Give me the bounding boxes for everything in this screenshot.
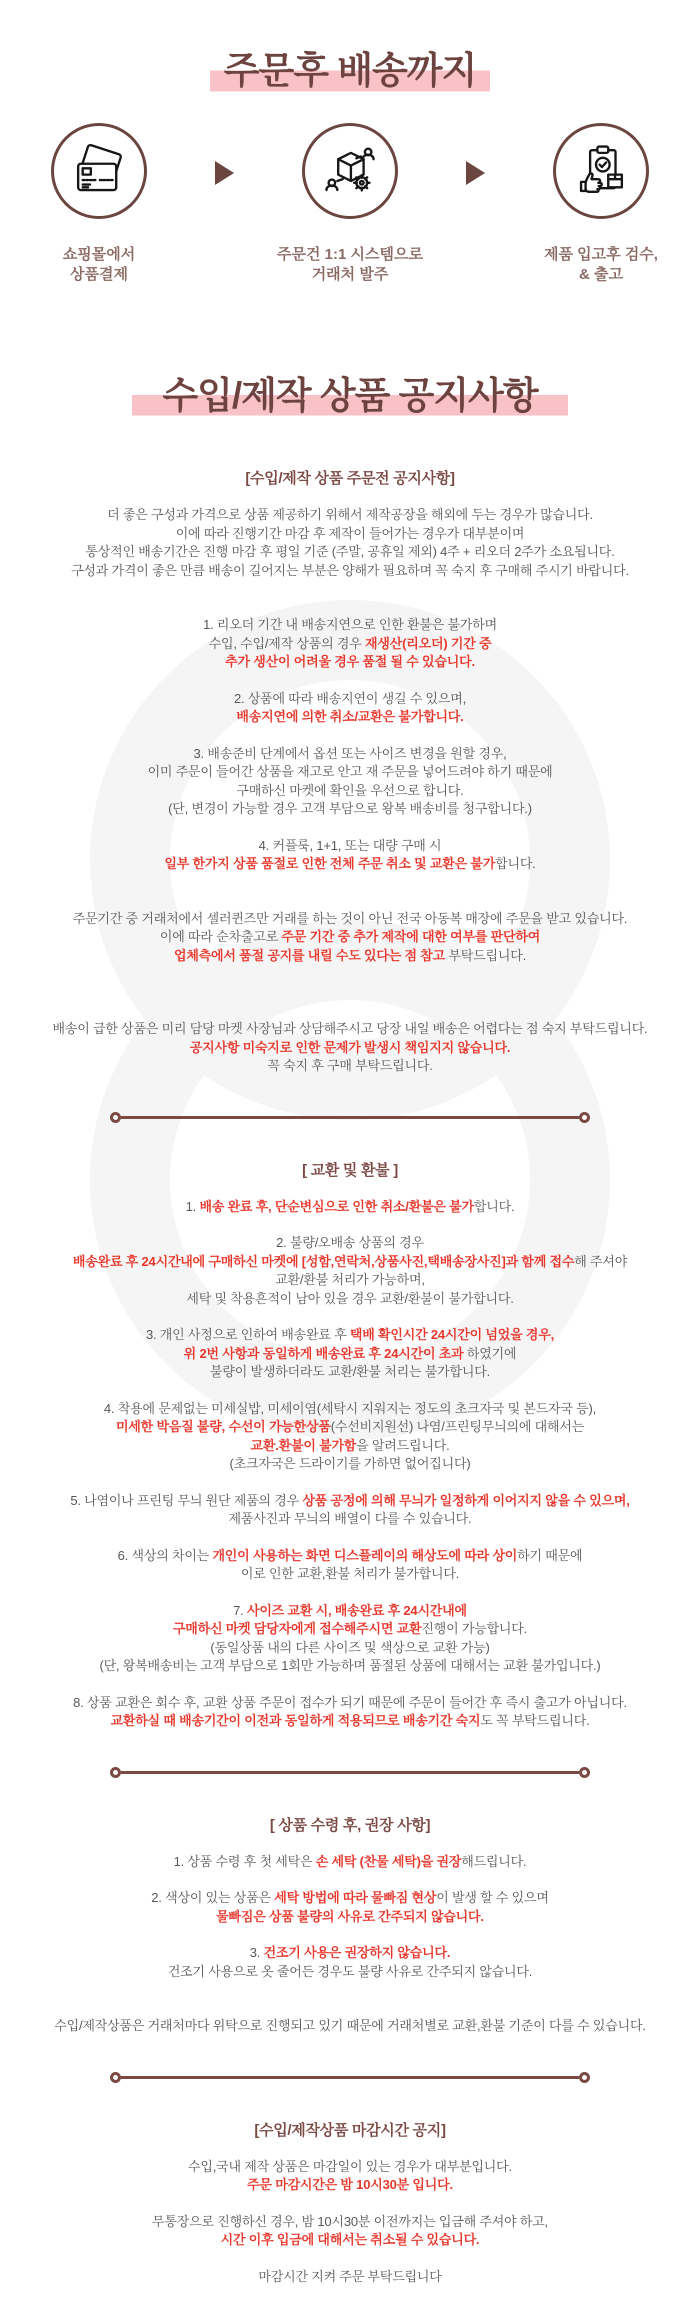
text-segment: 이 발생 할 수 있으며: [436, 1890, 549, 1906]
notice-line: [0, 1963, 700, 1982]
notice-line: [0, 2213, 700, 2232]
text-segment: 부탁드립니다.: [445, 947, 527, 963]
notice-line: [0, 562, 700, 581]
notice-line: [0, 1290, 700, 1309]
text-segment: 4. 착용에 문제없는 미세실밥, 미세이염(세탁시 지워지는 정도의 초크자국 및 본드자국 등),: [103, 1400, 597, 1416]
text-segment: 3. 개인 사정으로 인하여 배송완료 후: [145, 1327, 350, 1343]
text-segment: 3.: [249, 1945, 264, 1961]
text-segment: 해드립니다.: [461, 1853, 527, 1869]
notice-line: [0, 1602, 700, 1621]
process-steps: [0, 123, 700, 287]
text-segment: 주문기간 중 거래처에서 셀러퀸즈만 거래를 하는 것이 아닌 전국 아동복 매장에 주문을 받고 있습니다.: [72, 910, 628, 926]
text-segment: 꼭 숙지 후 구매 부탁드립니다.: [267, 1058, 433, 1074]
notice-line: [0, 1198, 700, 1217]
text-segment: 건조기 사용은 권장하지 않습니다.: [263, 1945, 451, 1961]
notice-block: [0, 467, 700, 1076]
block-title: [수입/제작상품 마감시간 공지]: [254, 2121, 446, 2139]
text-segment: 을 알려드립니다.: [356, 1437, 450, 1453]
notice-line: [0, 947, 700, 966]
notice-line: [0, 1363, 700, 1382]
notice-line: [0, 910, 700, 929]
process-step: [260, 123, 440, 287]
notice-paragraph: [0, 1492, 700, 1529]
notice-line: [0, 653, 700, 672]
text-segment: 추가 생산이 어려울 경우 품절 될 수 있습니다.: [225, 654, 475, 670]
text-segment: 업체측에서 품절 공지를 내릴 수도 있다는 점 참고: [173, 947, 446, 963]
text-segment: 이미 주문이 들어간 상품을 재고로 안고 재 주문을 넣어드려야 하기 때문에: [147, 764, 553, 780]
divider-dot: [110, 1767, 121, 1778]
divider-line: [121, 1116, 579, 1119]
text-segment: 배송이 급한 상품은 미리 담당 마켓 사장님과 상담해주시고 당장 내일 배송은 어렵다는 점 숙지 부탁드립니다.: [52, 1021, 648, 1037]
notice-line: [0, 1039, 700, 1058]
text-segment: 상품 공정에 의해 무늬가 일정하게 이어지지 않을 수 있으며,: [302, 1492, 630, 1508]
notice-line: [0, 1712, 700, 1731]
notice-line: [0, 1908, 700, 1927]
text-segment: 더 좋은 구성과 가격으로 상품 제공하기 위해서 제작공장을 해외에 두는 경우가 많습니다.: [107, 507, 593, 523]
text-segment: 이로 인한 교환,환불 처리가 불가합니다.: [240, 1566, 460, 1582]
text-segment: 불량이 발생하더라도 교환/환불 처리는 불가합니다.: [210, 1364, 490, 1380]
text-segment: 교환하실 때 배송기간이 이전과 동일하게 적용되므로 배송기간 숙지: [110, 1713, 481, 1729]
notice-paragraph: [0, 1547, 700, 1584]
notice-paragraph: [0, 1400, 700, 1474]
order-system-icon: [302, 123, 398, 219]
divider-line: [121, 1771, 579, 1774]
section-divider: [110, 1112, 590, 1123]
text-segment: 교환/환불 처리가 가능하며,: [275, 1272, 425, 1288]
divider-dot: [110, 2072, 121, 2083]
notice-paragraph: [0, 1889, 700, 1926]
notice-line: [0, 1326, 700, 1345]
notice-paragraph: [0, 2213, 700, 2250]
divider-dot: [579, 1767, 590, 1778]
notice-paragraph: [0, 616, 700, 672]
notice-line: [0, 928, 700, 947]
notice-line: [0, 1057, 700, 1076]
text-segment: (동일상품 내의 다른 사이즈 및 색상으로 교환 가능): [210, 1639, 490, 1655]
text-segment: 2. 불량/오배송 상품의 경우: [276, 1235, 424, 1251]
section-divider: [110, 1767, 590, 1778]
notice-section-title-text: 수입/제작 상품 공지사항: [132, 375, 567, 418]
notice-paragraph: [0, 2268, 700, 2287]
notice-line: [0, 1437, 700, 1456]
notice-line: [0, 708, 700, 727]
notice-paragraph: [0, 506, 700, 580]
notice-line: [0, 782, 700, 801]
notice-line: [0, 616, 700, 635]
notice-line: [0, 1657, 700, 1676]
text-segment: 손 세탁 (찬물 세탁)을 권장: [315, 1853, 462, 1869]
notice-line: [0, 1345, 700, 1364]
text-segment: 구매하신 마켓 담당자에게 접수해주시면 교환: [172, 1621, 422, 1637]
right-arrow-icon: [466, 161, 485, 185]
text-segment: 3. 배송준비 단계에서 옵션 또는 사이즈 변경을 원할 경우,: [193, 745, 507, 761]
text-segment: 합니다.: [495, 856, 536, 872]
notice-paragraph: [0, 690, 700, 727]
notice-line: [0, 837, 700, 856]
text-segment: 1. 상품 수령 후 첫 세탁은: [173, 1853, 316, 1869]
notice-line: [0, 855, 700, 874]
notice-line: [0, 1492, 700, 1511]
page-title: [0, 50, 700, 93]
divider-dot: [110, 1112, 121, 1123]
notice-line: [0, 2176, 700, 2195]
process-step: [511, 123, 691, 287]
block-title: [수입/제작 상품 주문전 공지사항]: [245, 470, 455, 488]
notice-line: [0, 2017, 700, 2036]
notice-line: [0, 1400, 700, 1419]
notice-line: [0, 1253, 700, 1272]
text-segment: 공지사항 미숙지로 인한 문제가 발생시 책임지지 않습니다.: [189, 1039, 511, 1055]
notice-paragraph: [0, 1234, 700, 1308]
text-segment: 2. 상품에 따라 배송지연이 생길 수 있으며,: [233, 690, 467, 706]
text-segment: 진행이 가능합니다.: [421, 1621, 528, 1637]
text-segment: 세탁 방법에 따라 물빠짐 현상: [274, 1890, 437, 1906]
text-segment: 6. 색상의 차이는: [117, 1547, 213, 1563]
process-step-label: 쇼핑몰에서 상품결제: [62, 245, 136, 283]
notice-line: [0, 1455, 700, 1474]
notice-line: [0, 1639, 700, 1658]
section-divider: [110, 2072, 590, 2083]
text-segment: 구성과 가격이 좋은 만큼 배송이 길어지는 부분은 양해가 필요하며 꼭 숙지 후 구매해 주시기 바랍니다.: [71, 562, 629, 578]
text-segment: 주문 마감시간은 밤 10시30분 입니다.: [247, 2177, 453, 2193]
process-step: [9, 123, 189, 287]
notice-block: [0, 1159, 700, 1731]
notice-paragraph: [0, 1198, 700, 1217]
text-segment: 수입/제작상품은 거래처마다 위탁으로 진행되고 있기 때문에 거래처별로 교환,환불 기준이 다를 수 있습니다.: [54, 2018, 646, 2034]
divider-line: [121, 2076, 579, 2079]
notice-line: [0, 2231, 700, 2250]
notice-sections: [0, 467, 700, 2286]
text-segment: 주문 기간 중 추가 제작에 대한 여부를 판단하여: [281, 929, 541, 945]
text-segment: 수입, 수입/제작 상품의 경우: [208, 635, 366, 651]
notice-line: [0, 2268, 700, 2287]
text-segment: (수선비지원선) 나염/프린팅무늬의에 대해서는: [330, 1419, 585, 1435]
notice-paragraph: [0, 1853, 700, 1872]
text-segment: 해 주셔야: [574, 1253, 628, 1269]
notice-line: [0, 635, 700, 654]
notice-block: [0, 2119, 700, 2287]
page-title-text: 주문후 배송까지: [210, 50, 490, 93]
text-segment: 이에 따라 진행기간 마감 후 제작이 들어가는 경우가 대부분이며: [175, 525, 525, 541]
notice-paragraph: [0, 1326, 700, 1382]
notice-line: [0, 2158, 700, 2177]
text-segment: 제품사진과 무늬의 배열이 다를 수 있습니다.: [228, 1511, 472, 1527]
text-segment: (단, 왕복배송비는 고객 부담으로 1회만 가능하며 품절된 상품에 대해서는 교환 불가입니다.): [99, 1658, 601, 1674]
process-step-label: 주문건 1:1 시스템으로 거래처 발주: [277, 245, 423, 283]
text-segment: 마감시간 지켜 주문 부탁드립니다: [258, 2268, 442, 2284]
notice-paragraph: [0, 1020, 700, 1076]
right-arrow-icon: [215, 161, 234, 185]
notice-paragraph: [0, 910, 700, 966]
notice-paragraph: [0, 2158, 700, 2195]
notice-line: [0, 745, 700, 764]
notice-paragraph: [0, 745, 700, 819]
text-segment: 택배 확인시간 24시간이 넘었을 경우,: [349, 1327, 555, 1343]
text-segment: 이에 따라 순차출고로: [159, 929, 282, 945]
notice-line: [0, 1694, 700, 1713]
text-segment: 합니다.: [473, 1198, 515, 1214]
notice-line: [0, 1620, 700, 1639]
notice-line: [0, 800, 700, 819]
notice-line: [0, 1547, 700, 1566]
text-segment: (초크자국은 드라이기를 가하면 없어집니다): [229, 1456, 471, 1472]
text-segment: 배송완료 후 24시간내에 구매하신 마켓에 [성함,연락처,상품사진,택배송장사진]과 함께 접수: [72, 1253, 575, 1269]
divider-dot: [579, 2072, 590, 2083]
text-segment: 2. 색상이 있는 상품은: [151, 1890, 275, 1906]
notice-line: [0, 1418, 700, 1437]
text-segment: 하였기에: [463, 1345, 517, 1361]
text-segment: 4. 커플룩, 1+1, 또는 대량 구매 시: [258, 837, 442, 853]
credit-cards-icon: [51, 123, 147, 219]
text-segment: 미세한 박음질 불량, 수선이 가능한상품: [115, 1419, 331, 1435]
notice-line: [0, 1271, 700, 1290]
notice-section-title: [0, 375, 700, 418]
text-segment: 건조기 사용으로 옷 줄어든 경우도 불량 사유로 간주되지 않습니다.: [167, 1963, 533, 1979]
notice-line: [0, 1889, 700, 1908]
notice-paragraph: [0, 1602, 700, 1676]
text-segment: 사이즈 교환 시, 배송완료 후 24시간내에: [246, 1602, 467, 1618]
notice-paragraph: [0, 2017, 700, 2036]
block-title: [ 교환 및 환불 ]: [302, 1161, 398, 1179]
text-segment: 일부 한가지 상품 품절로 인한 전체 주문 취소 및 교환은 불가: [164, 856, 496, 872]
text-segment: 도 꼭 부탁드립니다.: [480, 1713, 590, 1729]
text-segment: (단, 변경이 가능할 경우 고객 부담으로 왕복 배송비를 청구합니다.): [168, 801, 532, 817]
process-step-label: 제품 입고후 검수, & 출고: [544, 245, 658, 283]
notice-line: [0, 690, 700, 709]
text-segment: 개인이 사용하는 화면 디스플레이의 해상도에 따라 상이: [212, 1547, 518, 1563]
text-segment: 무통장으로 진행하신 경우, 밤 10시30분 이전까지는 입금해 주셔야 하고,: [152, 2213, 548, 2229]
notice-line: [0, 1020, 700, 1039]
text-segment: 1. 리오더 기간 내 배송지연으로 인한 환불은 불가하며: [203, 617, 497, 633]
text-segment: 구매하신 마켓에 확인을 우선으로 합니다.: [236, 782, 464, 798]
text-segment: 시간 이후 입금에 대해서는 취소될 수 있습니다.: [220, 2232, 480, 2248]
notice-line: [0, 1565, 700, 1584]
notice-line: [0, 525, 700, 544]
text-segment: 8. 상품 교환은 회수 후, 교환 상품 주문이 접수가 되기 때문에 주문이 들어간 후 즉시 출고가 아닙니다.: [73, 1694, 627, 1710]
text-segment: 교환.환불이 불가함: [250, 1437, 357, 1453]
notice-paragraph: [0, 837, 700, 874]
text-segment: 위 2번 사항과 동일하게 배송완료 후 24시간이 초과: [183, 1345, 464, 1361]
block-title: [ 상품 수령 후, 권장 사항]: [269, 1816, 431, 1834]
text-segment: 통상적인 배송기간은 진행 마감 후 평일 기준 (주말, 공휴일 제외) 4주 + 리오더 2주가 소요됩니다.: [85, 544, 615, 560]
text-segment: 배송 완료 후, 단순변심으로 인한 취소/환불은 불가: [199, 1198, 474, 1214]
notice-block: [0, 1814, 700, 2036]
text-segment: 물빠짐은 상품 불량의 사유로 간주되지 않습니다.: [216, 1908, 484, 1924]
notice-line: [0, 1510, 700, 1529]
notice-line: [0, 1853, 700, 1872]
receive-inspect-icon: [553, 123, 649, 219]
text-segment: 하기 때문에: [517, 1547, 583, 1563]
text-segment: 재생산(리오더) 기간 중: [365, 635, 492, 651]
text-segment: 배송지연에 의한 취소/교환은 불가합니다.: [236, 709, 464, 725]
text-segment: 세탁 및 착용흔적이 남아 있을 경우 교환/환불이 불가합니다.: [186, 1290, 514, 1306]
text-segment: 7.: [233, 1602, 247, 1618]
notice-line: [0, 763, 700, 782]
notice-line: [0, 543, 700, 562]
notice-line: [0, 1944, 700, 1963]
text-segment: 5. 나염이나 프린팅 무늬 원단 제품의 경우: [70, 1492, 303, 1508]
text-segment: 수입,국내 제작 상품은 마감일이 있는 경우가 대부분입니다.: [188, 2158, 512, 2174]
notice-paragraph: [0, 1694, 700, 1731]
notice-line: [0, 1234, 700, 1253]
notice-paragraph: [0, 1944, 700, 1981]
text-segment: 1.: [185, 1198, 200, 1214]
notice-line: [0, 506, 700, 525]
divider-dot: [579, 1112, 590, 1123]
